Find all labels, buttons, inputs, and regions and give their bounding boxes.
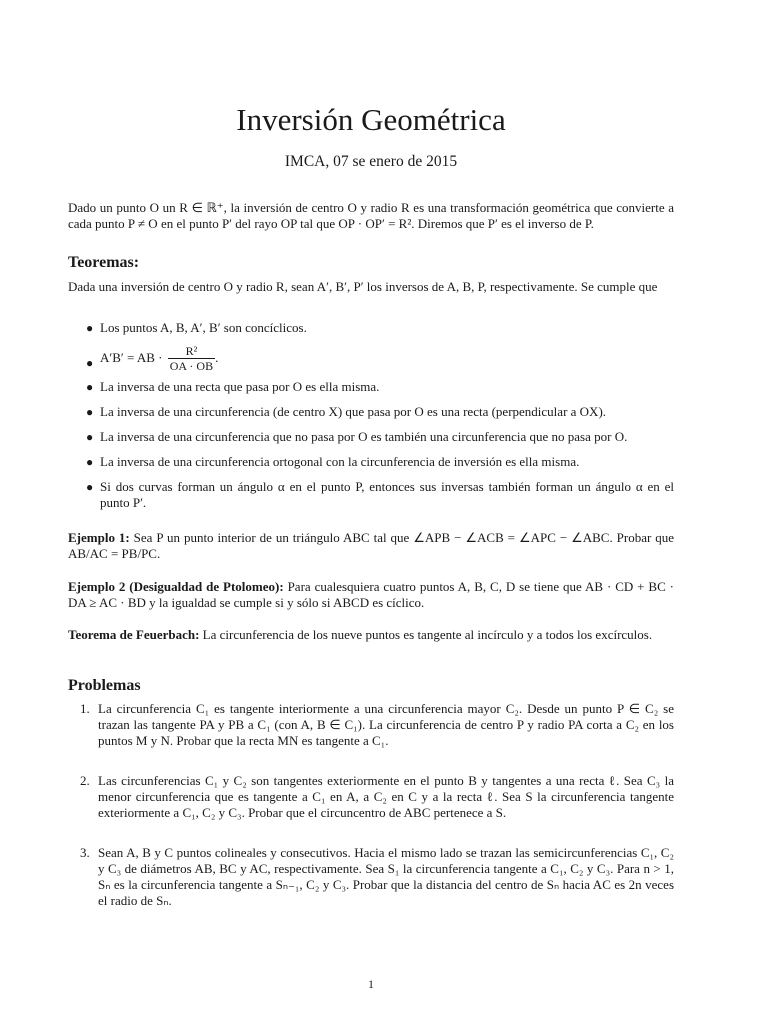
ejemplo-2-label: Ejemplo 2 (Desigualdad de Ptolomeo): [68,579,284,594]
bullet-icon: ● [86,356,94,370]
problem-text: La circunferencia C₁ es tangente interiormente a una circunferencia mayor C₂. Desde un punto P ∈ C₂ se trazan las tangente PA y PB a C₁ (con A, B ∈ C₁). La circunferencia de centro P y radio PA corta a C₂ en los puntos M y N. Probar que la recta MN es tangente a C₁. [98,701,674,748]
problem-number: 1. [80,701,90,716]
ejemplo-1-text: Sea P un punto interior de un triángulo ABC tal que ∠APB − ∠ACB = ∠APC − ∠ABC. Probar que AB/AC = PB/PC. [68,530,674,561]
teoremas-lead: Dada una inversión de centro O y radio R, sean A′, B′, P′ los inversos de A, B, P, respectivamente. Se cumple que [68,279,658,294]
formula-end: . [215,349,219,365]
ejemplo-1 [68,530,674,562]
list-item [68,701,674,749]
problem-number: 3. [80,845,90,860]
teoremas-list [84,320,674,520]
feuerbach-text: La circunferencia de los nueve puntos es tangente al incírculo y a todos los excírculos. [202,627,653,642]
list-item [68,845,674,909]
feuerbach-label: Teorema de Feuerbach: [68,627,200,642]
bullet-icon: ● [86,405,94,419]
problemas-heading: Problemas [68,677,141,694]
formula-numerator: R² [185,344,198,358]
teoremas-heading: Teoremas: [68,254,140,271]
problem-text: Sean A, B y C puntos colineales y consecutivos. Hacia el mismo lado se trazan las semicircunferencias C₁, C₂ y C₃ de diámetros AB, BC y AC, respectivamente. Sea S₁ la circunferencia tangente a C₁, C₂ y C₃. Para n > 1, Sₙ es la circunferencia tangente a Sₙ₋₁, C₂ y C₃. Probar que la distancia del centro de Sₙ hacia AC es 2n veces el radio de Sₙ. [98,845,674,908]
list-item [68,773,674,821]
document-title: Inversión Geométrica [236,102,506,137]
bullet-icon: ● [86,455,94,469]
list-item: ● La inversa de una circunferencia ortogonal con la circunferencia de inversión es ella misma. [86,454,580,469]
list-item: ● La inversa de una circunferencia que no pasa por O es también una circunferencia que no pasa por O. [86,429,628,444]
intro-paragraph: Dado un punto O un R ∈ ℝ⁺, la inversión de centro O y radio R es una transformación geométrica que convierte a cada punto P ≠ O en el punto P′ del rayo OP tal que OP · OP′ = R². Diremos que P′ es el inverso de P. [68,200,674,231]
list-item: ● Si dos curvas forman un ángulo α en el punto P, entonces sus inversas también forman un ángulo α en el punto P′. [86,479,674,510]
bullet-icon: ● [86,430,94,444]
formula-lhs: A′B′ = AB · [100,349,163,365]
list-item: ● La inversa de una circunferencia (de centro X) que pasa por O es una recta (perpendicular a OX). [86,404,607,419]
problemas-list [68,701,674,909]
formula-denominator: OA · OB [169,359,214,373]
ejemplo-2-text: Para cualesquiera cuatro puntos A, B, C, D se tiene que AB · CD + BC · DA ≥ AC · BD y la igualdad se cumple si y sólo si ABCD es cíclico. [68,579,674,610]
formula-fraction [168,345,215,373]
page-number: 1 [368,977,374,991]
bullet-icon: ● [86,380,94,394]
bullet-icon: ● [86,480,94,494]
bullet-icon: ● [86,321,94,335]
list-item: ● La inversa de una recta que pasa por O es ella misma. [86,379,380,394]
list-item: ● Los puntos A, B, A′, B′ son concíclicos. [86,320,307,335]
ejemplo-1-label: Ejemplo 1: [68,530,130,545]
feuerbach-theorem [68,627,674,643]
problem-number: 2. [80,773,90,788]
list-item-formula [84,345,674,373]
problem-text: Las circunferencias C₁ y C₂ son tangentes exteriormente en el punto B y tangentes a una recta ℓ. Sea C₃ la menor circunferencia que es tangente a C₁ en A, a C₂ en C y a la recta ℓ. Sea S la circunferencia tangente exteriormente a C₁, C₂ y C₃. Probar que el circuncentro de ABC pertenece a S. [98,773,674,820]
ejemplo-2 [68,579,674,611]
document-subtitle: IMCA, 07 se enero de 2015 [284,153,458,170]
